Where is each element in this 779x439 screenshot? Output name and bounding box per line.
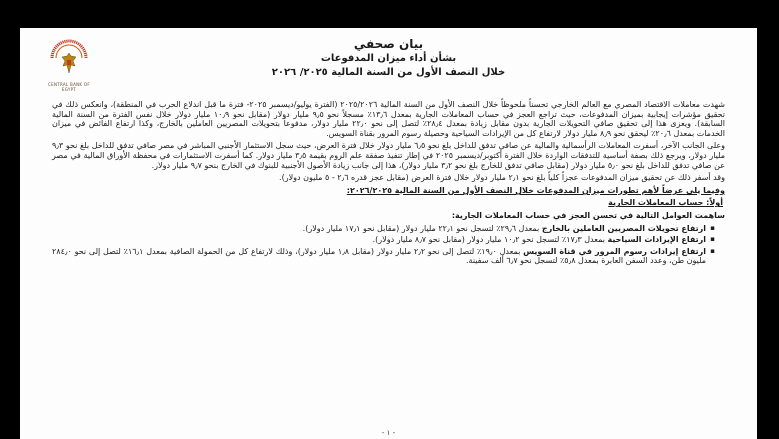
- factors-list: [52, 224, 725, 266]
- viewer-frame-right: [757, 0, 779, 439]
- list-item: [52, 235, 715, 245]
- viewer-frame-left: [0, 0, 20, 439]
- bullet-title: ارتفاع الإيرادات السياحية: [607, 235, 706, 245]
- document-page: [20, 28, 757, 439]
- bullet-text: بمعدل ١٩٫٠٪ لتصل إلى نحو ٢٫٢ مليار دولار (مقابل ١٫٨ مليار دولار)، وذلك لارتفاع كل من الحمولة الصافية بمعدل ١٦٫١٪ لتصل إلى نحو ٢٨٤٫٠ مليون طن، وعدد السفن العابرة بمعدل ٥٫٨٪ لتسجل نحو ٦٫٧ ألف سفينة.: [52, 246, 706, 266]
- bullet-title: ارتفاع إيرادات رسوم المرور في قناة السويس: [523, 246, 707, 256]
- list-item: [52, 224, 715, 234]
- document-header: [20, 36, 757, 80]
- factors-intro: ساهمت العوامل التالية في تحسن العجز في حساب المعاملات الجارية:: [451, 210, 725, 220]
- paragraph-current-account: شهدت معاملات الاقتصاد المصري مع العالم الخارجي تحسناً ملحوظاً خلال النصف الأول من السنة المالية ٢٠٢٥/٢٠٢٦ (الفترة يوليو/ديسمبر ٢٠٢٥- فترة ما قبل اندلاع الحرب في المنطقة)، وانعكس ذلك في تحقيق مؤشرات إيجابية بميزان المدفوعات، حيث تراجع العجز في حساب المعاملات الجارية بمعدل ١٣٫٦٪ مسجلاً نحو ٩٫٥ مليار دولار (مقابل نحو ١٠٫٩ مليار دولار خلال نفس الفترة من السنة المالية السابقة). ويعزى هذا إلى تحقيق صافي التحويلات الجارية بدون مقابل زيادة بمعدل ٢٨٫٤٪ لتصل إلى نحو ٢٢٫٠ مليار دولار، مدفوعاً بتحويلات المصريين العاملين بالخارج، وكذا ارتفاع الفائض في ميزان الخدمات بمعدل ٢٠٫٦٪ ليحقق نحو ٨٫٩ مليار دولار لارتفاع كل من الإيرادات السياحية وحصيلة رسوم المرور بقناة السويس.: [52, 100, 726, 138]
- document-period: خلال النصف الأول من السنة المالية ٢٠٢٥/ ٢٠٢٦: [271, 67, 506, 78]
- list-item: [52, 247, 715, 266]
- subsection-heading: أولاً: حساب المعاملات الجارية: [608, 198, 723, 208]
- viewer-frame-top: [0, 0, 779, 28]
- page-number: - ١ -: [381, 429, 396, 437]
- document-body: [52, 100, 725, 268]
- section-heading: وفيما يلي عرضاً لأهم تطورات ميزان المدفوعات خلال النصف الأول من السنة المالية ٢٠٢٦/٢٠٢٥:: [346, 185, 725, 195]
- document-title: بيان صحفي: [353, 37, 424, 51]
- paragraph-overall-balance: وقد أسفر ذلك عن تحقيق ميزان المدفوعات عجزاً كلياً بلغ نحو ٢٫١ مليار دولار خلال فترة العرض (مقابل عجز قدره ٢٫٦ - ٥ مليون دولار).: [279, 173, 725, 183]
- document-subtitle: بشأن أداء ميزان المدفوعات: [320, 53, 457, 64]
- bullet-text: بمعدل ١٧٫٣٪ لتسجل نحو ١٠٫٢ مليار دولار (مقابل نحو ٨٫٧ مليار دولار).: [372, 235, 605, 245]
- paragraph-capital-financial: وعلى الجانب الآخر، أسفرت المعاملات الرأسمالية والمالية عن صافي تدفق للداخل بلغ نحو ٦٫٥ مليار دولار خلال فترة العرض، حيث سجل الاستثمار الأجنبي المباشر في مصر صافي تدفق للداخل بلغ نحو ٩٫٣ مليار دولار، ويرجع ذلك بصفة أساسية للتدفقات الواردة خلال الفترة أكتوبر/ديسمبر ٢٠٢٥ في إطار تنفيذ صفقة علم الروم بقيمة ٣٫٥ مليار دولار. كما أسفرت الاستثمارات في محفظة الأوراق المالية في مصر عن صافي تدفق للداخل بلغ نحو ٥٫٠ مليار دولار (مقابل صافي تدفق للخارج بلغ نحو ٣٫٢ مليار دولار)، هذا إلى جانب زيادة الأصول الأجنبية للبنوك في الخارج بنحو ٩٫٧ مليار دولار.: [52, 141, 726, 170]
- bullet-text: بمعدل ٢٩٫٦٪ لتسجل نحو ٢٢٫١ مليار دولار (مقابل نحو ١٧٫١ مليار دولار).: [302, 223, 540, 233]
- logo-name-en: CENTRAL BANK OF EGYPT: [48, 82, 90, 92]
- bullet-title: ارتفاع تحويلات المصريين العاملين بالخارج: [541, 223, 706, 233]
